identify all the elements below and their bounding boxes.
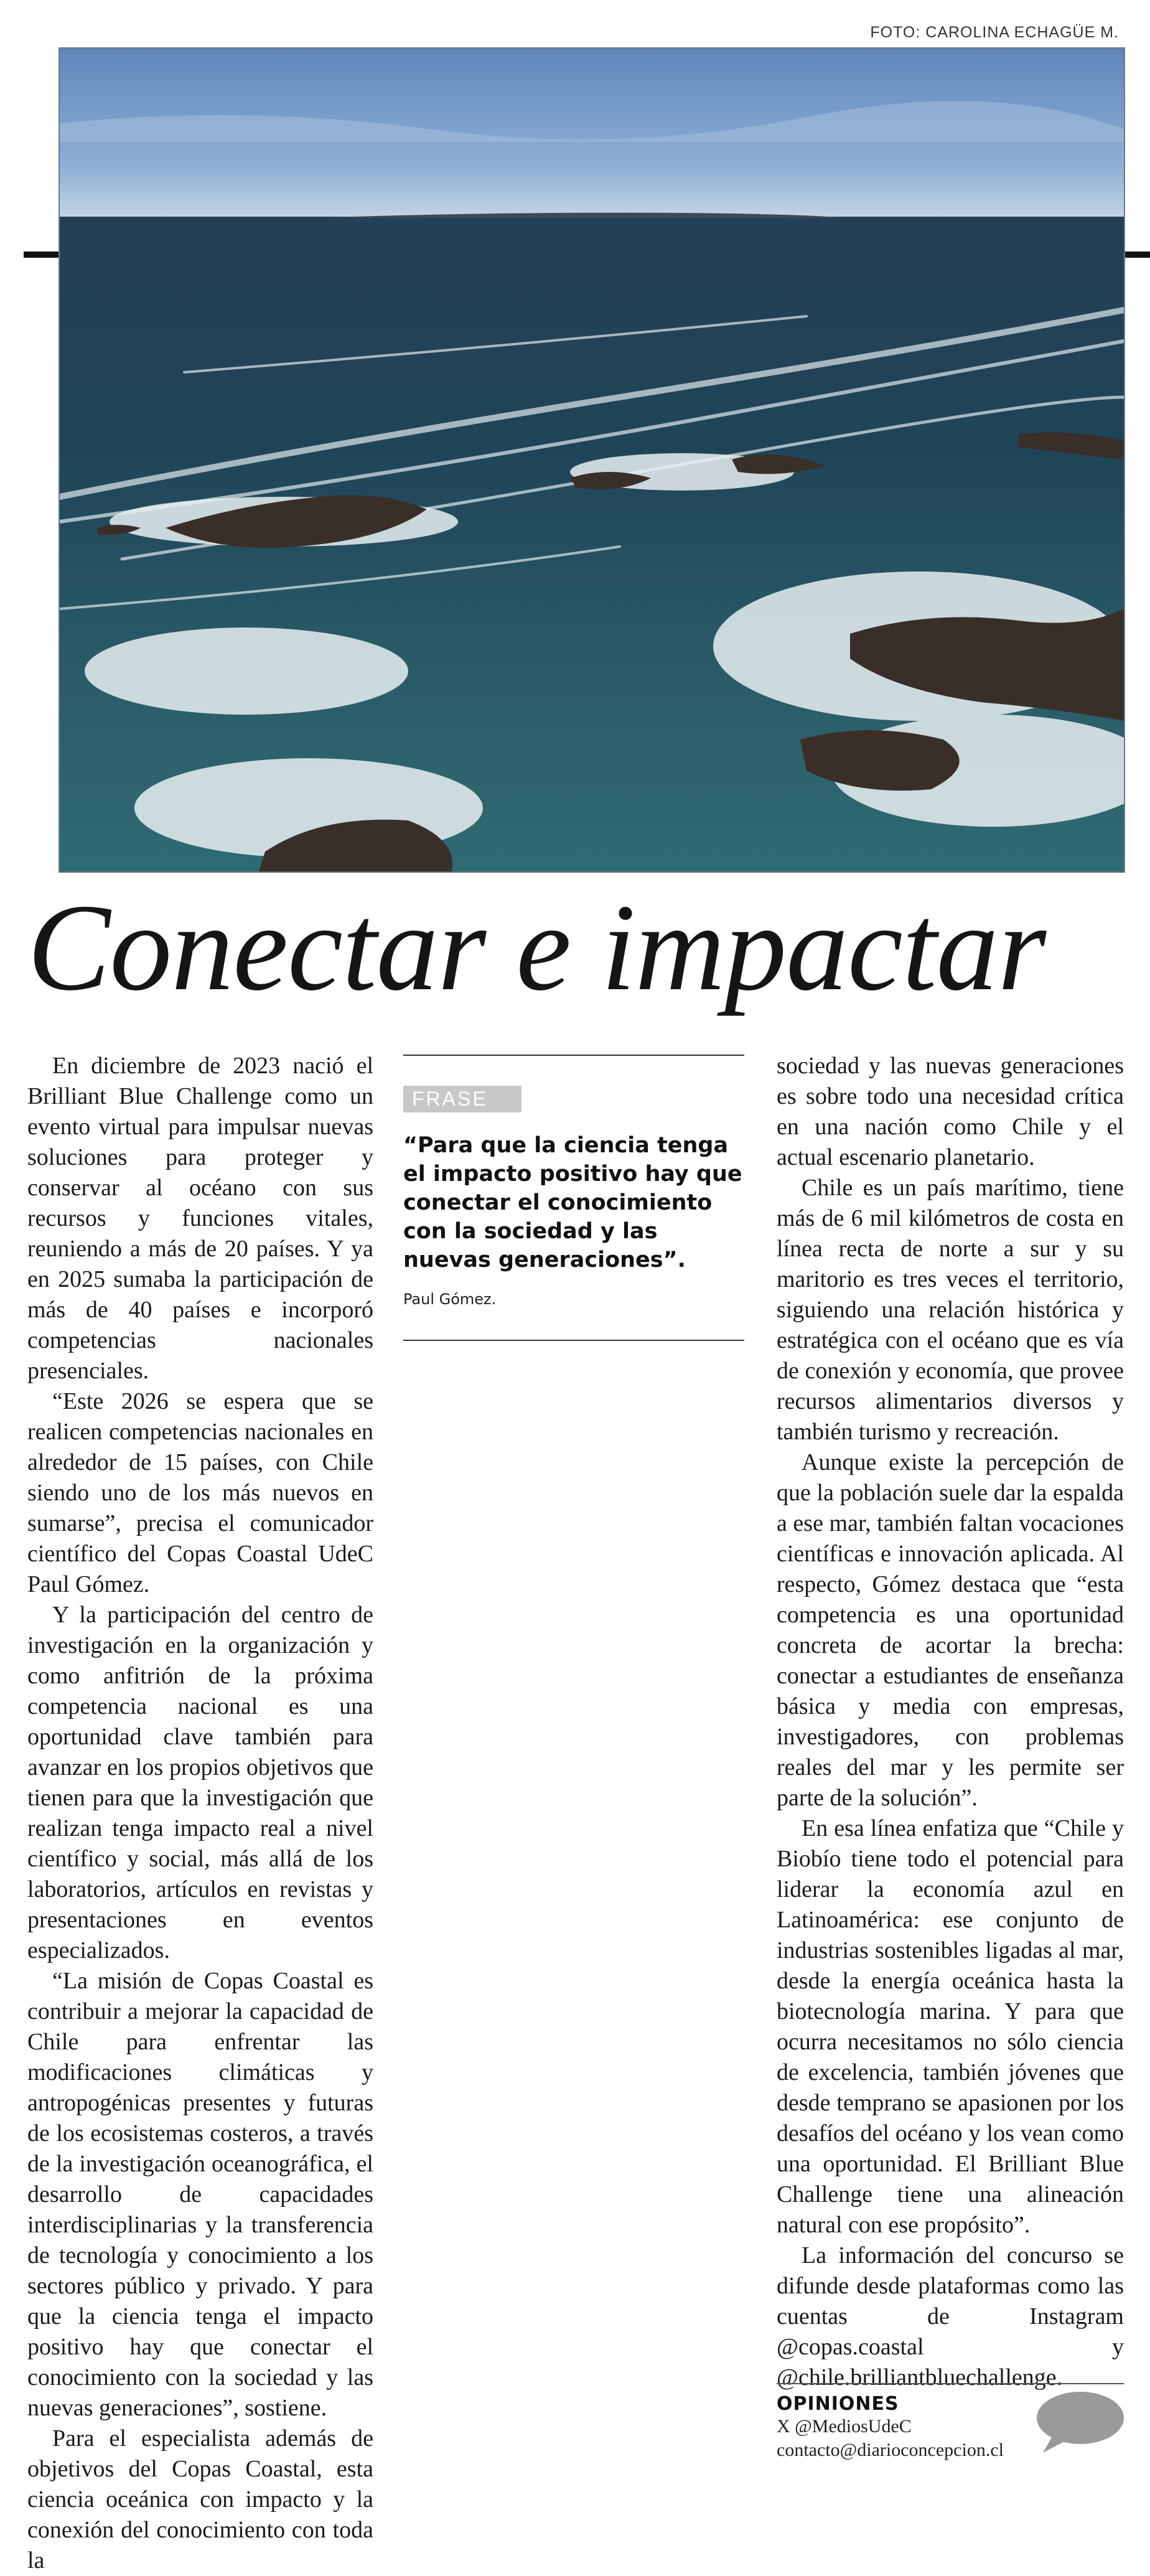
- paragraph: En esa línea enfatiza que “Chile y Biobío tiene todo el potencial para liderar la economía azul en Latinoamérica: ese conjunto de industrias sostenibles ligadas al mar, desde la energía oceánica hasta la biotecnología marina. Y para que ocurra necesitamos no sólo ciencia de excelencia, también jóvenes que desde temprano se apasionen por los desafíos del océano y los vean como una oportunidad. El Brilliant Blue Challenge tiene una alineación natural con ese propósito”.: [777, 1815, 1124, 2238]
- paragraph: Para el especialista además de objetivos del Copas Coastal, esta ciencia oceánica con impacto y la conexión del conocimiento con toda la: [27, 2425, 373, 2574]
- paragraph: En diciembre de 2023 nació el Brilliant Blue Challenge como un evento virtual para impulsar nuevas soluciones para proteger y conservar al océano con sus recursos y funciones vitales, reuniendo a más de 20 países. Y ya en 2025 sumaba la participación de más de 40 países e incorporó competencias nacionales presenciales.: [27, 1053, 373, 1384]
- opiniones-box: [777, 2383, 1124, 2462]
- speech-bubble-icon: [1032, 2389, 1125, 2454]
- section-rule-left: [24, 251, 61, 258]
- article-photo: [58, 47, 1125, 873]
- paragraph: Aunque existe la percepción de que la población suele dar la espalda a ese mar, también faltan vocaciones científicas e innovación aplicada. Al respecto, Gómez destaca que “esta competencia es una oportunidad concreta de acortar la brecha: conectar a estudiantes de enseñanza básica y media con empresas, investigadores, con problemas reales del mar y les permite ser parte de la solución”.: [777, 1449, 1124, 1811]
- photo-credit: FOTO: CAROLINA ECHAGÜE M.: [870, 24, 1119, 41]
- pull-quote: [403, 1055, 744, 1341]
- paragraph: Chile es un país marítimo, tiene más de 6 mil kilómetros de costa en línea recta de norte a sur y su maritorio es tres veces el territorio, siguiendo una relación histórica y estratégica con el océano que es vía de conexión y economía, que provee recursos alimentarios diversos y también turismo y recreación.: [777, 1175, 1124, 1445]
- quote-text: “Para que la ciencia tenga el impacto positivo hay que conectar el conocimiento con la sociedad y las nuevas generaciones”.: [403, 1133, 742, 1272]
- headline: Conectar e impactar: [27, 879, 1046, 1017]
- paragraph: Y la participación del centro de investigación en la organización y como anfitrión de la próxima competencia nacional es una oportunidad clave también para avanzar en los propios objetivos que tienen para que la investigación que realizan tenga impacto real a nivel científico y social, más allá de los laboratorios, artículos en revistas y presentaciones en eventos especializados.: [27, 1602, 373, 1963]
- social-handle[interactable]: X @MediosUdeC: [777, 2416, 912, 2437]
- paragraph: sociedad y las nuevas generaciones es sobre todo una necesidad crítica en una nación como Chile y el actual escenario planetario.: [777, 1053, 1124, 1170]
- article-column-right: [777, 1051, 1124, 2393]
- paragraph: “La misión de Copas Coastal es contribuir a mejorar la capacidad de Chile para enfrentar las modificaciones climáticas y antropogénicas presentes y futuras de los ecosistemas costeros, a través de la investigación oceanográfica, el desarrollo de capacidades interdisciplinarias y la transferencia de tecnología y conocimiento a los sectores público y privado. Y para que la ciencia tenga el impacto positivo hay que conectar el conocimiento con la sociedad y las nuevas generaciones”, sostiene.: [27, 1968, 373, 2421]
- article-column-left: [27, 1051, 373, 2576]
- paragraph: La información del concurso se difunde desde plataformas como las cuentas de Instagram @copas.coastal y @chile.brilliantbluechallenge.: [777, 2242, 1124, 2390]
- contact-email[interactable]: contacto@diarioconcepcion.cl: [777, 2440, 1004, 2460]
- quote-tag: FRASE: [403, 1086, 521, 1112]
- paragraph: “Este 2026 se espera que se realicen competencias nacionales en alrededor de 15 países, con Chile siendo uno de los más nuevos en sumarse”, precisa el comunicador científico del Copas Coastal UdeC Paul Gómez.: [27, 1388, 373, 1597]
- coastline-illustration: [60, 49, 1124, 872]
- quote-author: Paul Gómez.: [403, 1290, 497, 1308]
- opiniones-title: OPINIONES: [777, 2393, 899, 2415]
